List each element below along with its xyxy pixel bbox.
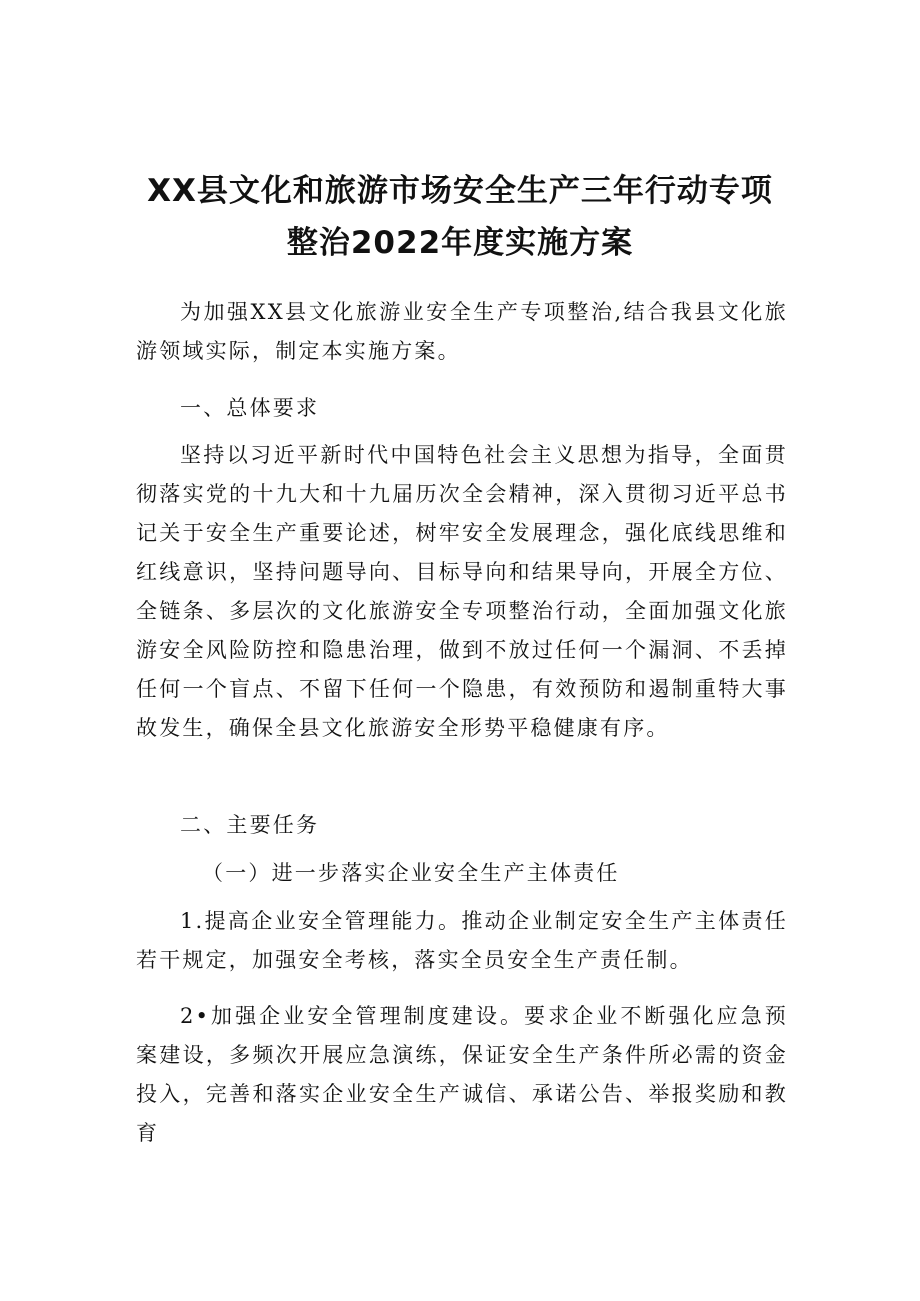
section-1-heading: 一、总体要求 <box>180 396 320 420</box>
section-1-paragraph: 坚持以习近平新时代中国特色社会主义思想为指导，全面贯彻落实党的十九大和十九届历次全会精神，深入贯彻习近平总书记关于安全生产重要论述，树牢安全发展理念，强化底线思维和红线意识，坚持问题导向、目标导向和结果导向，开展全方位、全链条、多层次的文化旅游安全专项整治行动，全面加强文化旅游安全风险防控和隐患治理，做到不放过任何一个漏洞、不丢掉任何一个盲点、不留下任何一个隐患，有效预防和遏制重特大事故发生，确保全县文化旅游安全形势平稳健康有序。 <box>136 443 788 740</box>
document-title-line-1: XX县文化和旅游市场安全生产三年行动专项 <box>147 173 773 209</box>
section-2-heading: 二、主要任务 <box>180 813 320 837</box>
document-title-line-2: 整治2022年度实施方案 <box>286 225 634 261</box>
task-item-2: 2•加强企业安全管理制度建设。要求企业不断强化应急预案建设，多频次开展应急演练，保证安全生产条件所必需的资金投入，完善和落实企业安全生产诚信、承诺公告、举报奖励和教育 <box>136 1004 788 1145</box>
subsection-1-heading: （一）进一步落实企业安全生产主体责任 <box>202 861 620 885</box>
intro-paragraph: 为加强XX县文化旅游业安全生产专项整治,结合我县文化旅游领域实际，制定本实施方案。 <box>136 300 788 363</box>
task-item-1: 1.提高企业安全管理能力。推动企业制定安全生产主体责任若干规定，加强安全考核，落实全员安全生产责任制。 <box>136 909 788 972</box>
